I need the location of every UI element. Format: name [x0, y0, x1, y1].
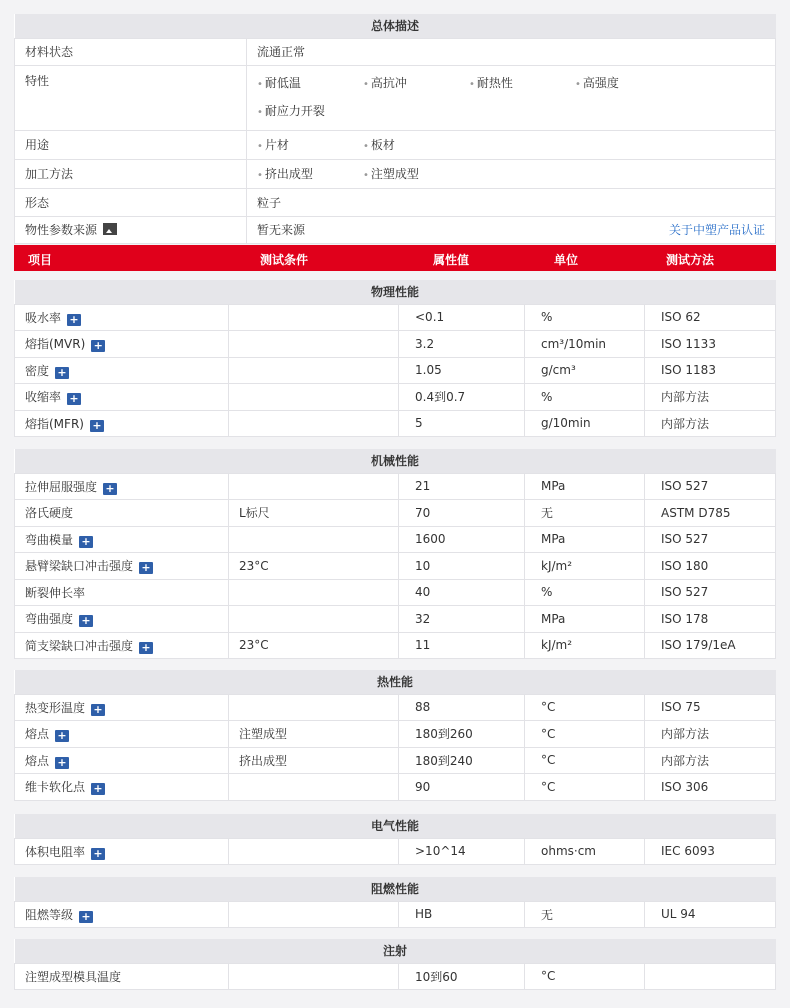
- property-value: 40: [399, 579, 525, 606]
- property-name-cell: [15, 526, 229, 553]
- property-value: 90: [399, 774, 525, 801]
- row-value: 粒子: [247, 188, 776, 216]
- property-value: 1.05: [399, 357, 525, 384]
- table-row: [15, 901, 776, 928]
- table-row: [15, 553, 776, 580]
- test-method: ISO 306: [645, 774, 776, 801]
- test-method: ISO 180: [645, 553, 776, 580]
- feature-item: • 耐低温: [257, 70, 319, 98]
- table-row: [15, 747, 776, 774]
- table-row: [15, 774, 776, 801]
- property-name-cell: [15, 357, 229, 384]
- test-method: ISO 1183: [645, 357, 776, 384]
- test-method: IEC 6093: [645, 838, 776, 865]
- test-condition: [229, 694, 399, 721]
- property-unit: cm³/10min: [525, 331, 645, 358]
- section-title: 热性能: [15, 670, 776, 694]
- feature-item: • 高抗冲: [363, 70, 425, 98]
- section-5: [14, 939, 776, 990]
- property-value: <0.1: [399, 304, 525, 331]
- property-unit: °C: [525, 721, 645, 748]
- col-unit: 单位: [554, 253, 579, 267]
- property-name-cell: [15, 410, 229, 437]
- info-plus-icon[interactable]: +: [91, 340, 105, 352]
- col-value: 属性值: [433, 253, 470, 267]
- test-condition: [229, 331, 399, 358]
- property-name: 维卡软化点: [25, 780, 86, 795]
- use-item: • 片材: [257, 136, 319, 153]
- property-unit: kJ/m²: [525, 553, 645, 580]
- property-value: 88: [399, 694, 525, 721]
- property-name: 注塑成型模具温度: [25, 969, 122, 984]
- test-method: ISO 179/1eA: [645, 632, 776, 659]
- property-value: 32: [399, 606, 525, 633]
- info-plus-icon[interactable]: +: [91, 704, 105, 716]
- property-name: 拉伸屈服强度: [25, 479, 98, 494]
- property-value: 180到260: [399, 721, 525, 748]
- property-value: 1600: [399, 526, 525, 553]
- property-value: 70: [399, 500, 525, 527]
- table-row: [15, 304, 776, 331]
- property-unit: °C: [525, 747, 645, 774]
- test-method: ISO 1133: [645, 331, 776, 358]
- col-item: 项目: [28, 253, 53, 267]
- property-name: 熔点: [25, 727, 50, 742]
- info-plus-icon[interactable]: +: [55, 367, 69, 379]
- test-method: ISO 527: [645, 579, 776, 606]
- row-label: 特性: [15, 65, 247, 130]
- test-condition: 注塑成型: [229, 721, 399, 748]
- property-name-cell: [15, 579, 229, 606]
- info-plus-icon[interactable]: +: [67, 314, 81, 326]
- property-name-cell: [15, 473, 229, 500]
- test-method: 内部方法: [645, 384, 776, 411]
- section-title: 物理性能: [15, 280, 776, 304]
- test-condition: 23°C: [229, 632, 399, 659]
- property-name-cell: [15, 747, 229, 774]
- test-condition: L标尺: [229, 500, 399, 527]
- table-row: [15, 500, 776, 527]
- test-method: 内部方法: [645, 721, 776, 748]
- info-plus-icon[interactable]: +: [55, 730, 69, 742]
- property-unit: °C: [525, 694, 645, 721]
- table-row: [15, 473, 776, 500]
- info-plus-icon[interactable]: +: [139, 562, 153, 574]
- property-unit: °C: [525, 774, 645, 801]
- col-method: 测试方法: [666, 253, 715, 267]
- property-value: 21: [399, 473, 525, 500]
- info-plus-icon[interactable]: +: [139, 642, 153, 654]
- feature-item: • 高强度: [575, 70, 619, 98]
- test-method: ISO 527: [645, 473, 776, 500]
- info-plus-icon[interactable]: +: [79, 536, 93, 548]
- row-value: 流通正常: [247, 38, 776, 65]
- row-label: 物性参数来源: [15, 216, 247, 243]
- table-row: [15, 632, 776, 659]
- property-unit: °C: [525, 963, 645, 990]
- column-header: [14, 245, 776, 271]
- info-plus-icon[interactable]: +: [103, 483, 117, 495]
- property-name-cell: [15, 694, 229, 721]
- test-condition: [229, 579, 399, 606]
- test-method: ISO 527: [645, 526, 776, 553]
- property-value: 180到240: [399, 747, 525, 774]
- test-condition: [229, 526, 399, 553]
- test-method: 内部方法: [645, 747, 776, 774]
- section-title: 注射: [15, 939, 776, 963]
- property-unit: %: [525, 579, 645, 606]
- section-2: [14, 670, 776, 801]
- property-value: 0.4到0.7: [399, 384, 525, 411]
- process-item: • 注塑成型: [363, 165, 419, 182]
- property-name: 体积电阻率: [25, 844, 86, 859]
- property-name: 阻燃等级: [25, 907, 74, 922]
- test-condition: [229, 606, 399, 633]
- test-condition: [229, 473, 399, 500]
- property-unit: 无: [525, 500, 645, 527]
- property-name: 简支梁缺口冲击强度: [25, 638, 134, 653]
- feature-item: • 耐应力开裂: [257, 98, 325, 126]
- property-name: 悬臂梁缺口冲击强度: [25, 559, 134, 574]
- table-row: [15, 410, 776, 437]
- info-plus-icon[interactable]: +: [55, 757, 69, 769]
- test-condition: [229, 357, 399, 384]
- table-row: [15, 838, 776, 865]
- property-name-cell: [15, 553, 229, 580]
- info-plus-icon[interactable]: +: [67, 393, 81, 405]
- certification-link[interactable]: 关于中塑产品认证: [668, 223, 765, 237]
- test-method: ISO 62: [645, 304, 776, 331]
- test-condition: [229, 384, 399, 411]
- property-name: 吸水率: [25, 310, 62, 325]
- property-name: 熔指(MVR): [25, 337, 86, 352]
- property-unit: %: [525, 384, 645, 411]
- property-name: 热变形温度: [25, 700, 86, 715]
- test-method: ISO 178: [645, 606, 776, 633]
- property-name: 断裂伸长率: [25, 585, 86, 600]
- property-name: 弯曲模量: [25, 532, 74, 547]
- property-name: 熔点: [25, 753, 50, 768]
- property-name-cell: [15, 838, 229, 865]
- property-name-cell: [15, 963, 229, 990]
- row-label: 加工方法: [15, 159, 247, 188]
- property-name-cell: [15, 331, 229, 358]
- property-name-cell: [15, 304, 229, 331]
- test-method: 内部方法: [645, 410, 776, 437]
- property-unit: MPa: [525, 606, 645, 633]
- property-unit: g/cm³: [525, 357, 645, 384]
- property-name-cell: [15, 384, 229, 411]
- row-label: 用途: [15, 130, 247, 159]
- section-1: [14, 449, 776, 659]
- test-method: ASTM D785: [645, 500, 776, 527]
- image-icon[interactable]: [103, 223, 117, 235]
- test-condition: [229, 304, 399, 331]
- property-name-cell: [15, 721, 229, 748]
- table-row: [15, 384, 776, 411]
- section-title: 机械性能: [15, 449, 776, 473]
- property-unit: MPa: [525, 526, 645, 553]
- property-value: >10^14: [399, 838, 525, 865]
- info-plus-icon[interactable]: +: [79, 615, 93, 627]
- property-unit: MPa: [525, 473, 645, 500]
- test-condition: 23°C: [229, 553, 399, 580]
- col-condition: 测试条件: [260, 253, 309, 267]
- property-name-cell: [15, 901, 229, 928]
- property-value: 5: [399, 410, 525, 437]
- property-value: 11: [399, 632, 525, 659]
- test-method: ISO 75: [645, 694, 776, 721]
- row-label: 形态: [15, 188, 247, 216]
- property-name: 洛氏硬度: [25, 506, 74, 521]
- test-method: [645, 963, 776, 990]
- info-plus-icon[interactable]: +: [79, 911, 93, 923]
- section-4: [14, 877, 776, 928]
- property-unit: 无: [525, 901, 645, 928]
- table-row: [15, 963, 776, 990]
- property-name-cell: [15, 500, 229, 527]
- property-name-cell: [15, 606, 229, 633]
- general-title: 总体描述: [15, 14, 776, 38]
- property-value: HB: [399, 901, 525, 928]
- property-value: 10到60: [399, 963, 525, 990]
- property-name: 弯曲强度: [25, 612, 74, 627]
- table-row: [15, 579, 776, 606]
- general-description: [14, 14, 776, 244]
- section-title: 电气性能: [15, 814, 776, 838]
- property-value: 3.2: [399, 331, 525, 358]
- row-value: 暂无来源: [257, 223, 306, 237]
- info-plus-icon[interactable]: +: [91, 848, 105, 860]
- test-condition: [229, 963, 399, 990]
- section-3: [14, 814, 776, 865]
- info-plus-icon[interactable]: +: [91, 783, 105, 795]
- property-name-cell: [15, 632, 229, 659]
- section-title: 阻燃性能: [15, 877, 776, 901]
- use-item: • 板材: [363, 136, 395, 153]
- test-condition: 挤出成型: [229, 747, 399, 774]
- process-item: • 挤出成型: [257, 165, 319, 182]
- test-condition: [229, 901, 399, 928]
- property-unit: kJ/m²: [525, 632, 645, 659]
- property-unit: %: [525, 304, 645, 331]
- section-0: [14, 280, 776, 437]
- property-name: 收缩率: [25, 390, 62, 405]
- feature-item: • 耐热性: [469, 70, 531, 98]
- table-row: [15, 606, 776, 633]
- table-row: [15, 721, 776, 748]
- info-plus-icon[interactable]: +: [90, 420, 104, 432]
- property-value: 10: [399, 553, 525, 580]
- test-condition: [229, 410, 399, 437]
- row-label: 材料状态: [15, 38, 247, 65]
- test-condition: [229, 838, 399, 865]
- property-name: 密度: [25, 363, 50, 378]
- table-row: [15, 331, 776, 358]
- property-unit: ohms·cm: [525, 838, 645, 865]
- property-name-cell: [15, 774, 229, 801]
- table-row: [15, 694, 776, 721]
- table-row: [15, 357, 776, 384]
- test-condition: [229, 774, 399, 801]
- property-name: 熔指(MFR): [25, 416, 84, 431]
- property-unit: g/10min: [525, 410, 645, 437]
- table-row: [15, 526, 776, 553]
- test-method: UL 94: [645, 901, 776, 928]
